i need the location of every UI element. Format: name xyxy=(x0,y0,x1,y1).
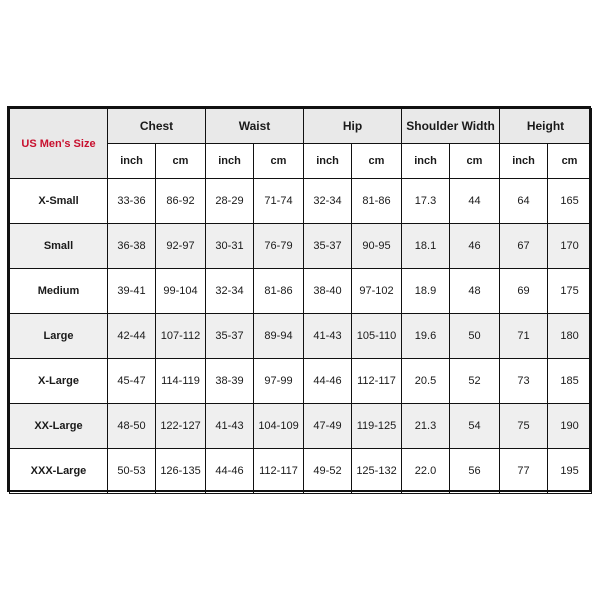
unit-header: cm xyxy=(254,144,304,179)
size-label: XX-Large xyxy=(10,404,108,449)
size-label: XXX-Large xyxy=(10,449,108,494)
group-header-hip: Hip xyxy=(304,109,402,144)
table-cell: 39-41 xyxy=(108,269,156,314)
table-cell: 48-50 xyxy=(108,404,156,449)
table-row xyxy=(10,359,592,404)
table-cell: 50 xyxy=(450,314,500,359)
table-cell: 99-104 xyxy=(156,269,206,314)
unit-header: cm xyxy=(352,144,402,179)
group-header-shoulder-width: Shoulder Width xyxy=(402,109,500,144)
table-cell: 126-135 xyxy=(156,449,206,494)
table-cell: 175 xyxy=(548,269,592,314)
table-cell: 35-37 xyxy=(206,314,254,359)
unit-header: cm xyxy=(548,144,592,179)
table-row xyxy=(10,449,592,494)
table-cell: 81-86 xyxy=(254,269,304,314)
table-cell: 112-117 xyxy=(254,449,304,494)
group-header-chest: Chest xyxy=(108,109,206,144)
table-cell: 38-39 xyxy=(206,359,254,404)
table-cell: 44 xyxy=(450,179,500,224)
table-cell: 190 xyxy=(548,404,592,449)
table-cell: 56 xyxy=(450,449,500,494)
table-cell: 28-29 xyxy=(206,179,254,224)
size-label: Medium xyxy=(10,269,108,314)
table-cell: 69 xyxy=(500,269,548,314)
table-cell: 89-94 xyxy=(254,314,304,359)
table-row xyxy=(10,224,592,269)
table-cell: 41-43 xyxy=(206,404,254,449)
table-cell: 38-40 xyxy=(304,269,352,314)
size-chart-table xyxy=(9,108,592,494)
table-cell: 18.1 xyxy=(402,224,450,269)
size-label: X-Large xyxy=(10,359,108,404)
table-row xyxy=(10,179,592,224)
table-cell: 81-86 xyxy=(352,179,402,224)
table-cell: 50-53 xyxy=(108,449,156,494)
table-cell: 185 xyxy=(548,359,592,404)
table-cell: 105-110 xyxy=(352,314,402,359)
table-cell: 18.9 xyxy=(402,269,450,314)
table-cell: 52 xyxy=(450,359,500,404)
table-cell: 35-37 xyxy=(304,224,352,269)
table-cell: 107-112 xyxy=(156,314,206,359)
table-cell: 75 xyxy=(500,404,548,449)
table-cell: 49-52 xyxy=(304,449,352,494)
size-label: Small xyxy=(10,224,108,269)
table-cell: 114-119 xyxy=(156,359,206,404)
table-cell: 48 xyxy=(450,269,500,314)
table-row xyxy=(10,269,592,314)
table-cell: 42-44 xyxy=(108,314,156,359)
table-cell: 77 xyxy=(500,449,548,494)
table-cell: 122-127 xyxy=(156,404,206,449)
table-cell: 46 xyxy=(450,224,500,269)
group-header-row xyxy=(10,109,592,144)
unit-header: inch xyxy=(500,144,548,179)
table-cell: 45-47 xyxy=(108,359,156,404)
unit-header: cm xyxy=(156,144,206,179)
table-cell: 67 xyxy=(500,224,548,269)
unit-header: inch xyxy=(304,144,352,179)
table-cell: 73 xyxy=(500,359,548,404)
group-header-height: Height xyxy=(500,109,592,144)
table-cell: 47-49 xyxy=(304,404,352,449)
size-label: X-Small xyxy=(10,179,108,224)
unit-header: inch xyxy=(402,144,450,179)
size-label: Large xyxy=(10,314,108,359)
table-cell: 125-132 xyxy=(352,449,402,494)
table-cell: 36-38 xyxy=(108,224,156,269)
table-cell: 92-97 xyxy=(156,224,206,269)
table-cell: 86-92 xyxy=(156,179,206,224)
table-cell: 180 xyxy=(548,314,592,359)
table-cell: 32-34 xyxy=(304,179,352,224)
unit-header: inch xyxy=(108,144,156,179)
table-cell: 64 xyxy=(500,179,548,224)
group-header-waist: Waist xyxy=(206,109,304,144)
table-cell: 71-74 xyxy=(254,179,304,224)
table-row xyxy=(10,404,592,449)
table-cell: 195 xyxy=(548,449,592,494)
table-cell: 21.3 xyxy=(402,404,450,449)
table-cell: 33-36 xyxy=(108,179,156,224)
table-cell: 44-46 xyxy=(304,359,352,404)
table-cell: 44-46 xyxy=(206,449,254,494)
table-cell: 119-125 xyxy=(352,404,402,449)
table-cell: 54 xyxy=(450,404,500,449)
table-cell: 90-95 xyxy=(352,224,402,269)
table-cell: 97-102 xyxy=(352,269,402,314)
table-cell: 112-117 xyxy=(352,359,402,404)
table-cell: 71 xyxy=(500,314,548,359)
table-row xyxy=(10,314,592,359)
table-cell: 32-34 xyxy=(206,269,254,314)
table-cell: 76-79 xyxy=(254,224,304,269)
table-cell: 17.3 xyxy=(402,179,450,224)
table-cell: 30-31 xyxy=(206,224,254,269)
table-cell: 97-99 xyxy=(254,359,304,404)
table-cell: 22.0 xyxy=(402,449,450,494)
table-cell: 20.5 xyxy=(402,359,450,404)
table-cell: 19.6 xyxy=(402,314,450,359)
size-column-header: US Men's Size xyxy=(10,109,108,179)
unit-header: inch xyxy=(206,144,254,179)
unit-header: cm xyxy=(450,144,500,179)
table-cell: 41-43 xyxy=(304,314,352,359)
table-cell: 165 xyxy=(548,179,592,224)
table-cell: 170 xyxy=(548,224,592,269)
table-cell: 104-109 xyxy=(254,404,304,449)
